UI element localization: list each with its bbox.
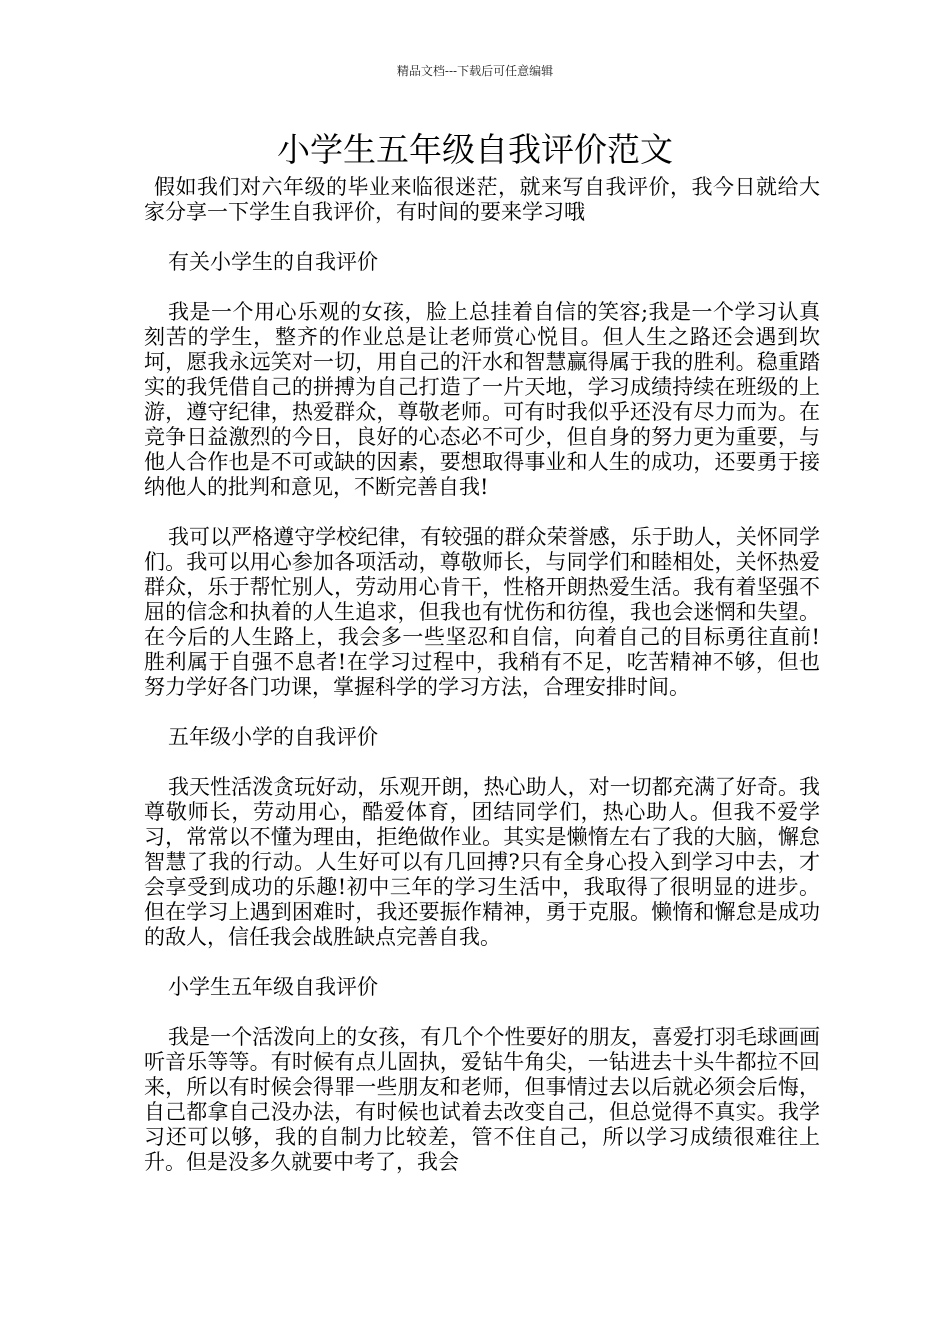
document-body bbox=[144, 175, 820, 1175]
body-paragraph: 我可以严格遵守学校纪律，有较强的群众荣誉感，乐于助人，关怀同学们。我可以用心参加各项活动，尊敬师长，与同学们和睦相处，关怀热爱群众，乐于帮忙别人，劳动用心肯干，性格开朗热爱生活。我有着坚强不屈的信念和执着的人生追求，但我也有忧伤和彷徨，我也会迷惘和失望。在今后的人生路上，我会多一些坚忍和自信，向着自己的目标勇往直前!胜利属于自强不息者!在学习过程中，我稍有不足，吃苦精神不够，但也努力学好各门功课，掌握科学的学习方法，合理安排时间。 bbox=[144, 525, 820, 699]
header-note: 精品文档---下载后可任意编辑 bbox=[396, 64, 554, 78]
intro-paragraph: 假如我们对六年级的毕业来临很迷茫，就来写自我评价，我今日就给大家分享一下学生自我评价，有时间的要来学习哦 bbox=[144, 175, 820, 224]
section-heading: 五年级小学的自我评价 bbox=[168, 725, 378, 749]
section-heading: 小学生五年级自我评价 bbox=[168, 975, 378, 999]
section-heading: 有关小学生的自我评价 bbox=[168, 250, 378, 274]
document-title: 小学生五年级自我评价范文 bbox=[277, 130, 673, 169]
body-paragraph: 我是一个活泼向上的女孩，有几个个性要好的朋友，喜爱打羽毛球画画听音乐等等。有时候有点儿固执，爱钻牛角尖，一钻进去十头牛都拉不回来，所以有时候会得罪一些朋友和老师，但事情过去以后就必须会后悔，自己都拿自己没办法，有时候也试着去改变自己，但总觉得不真实。我学习还可以够，我的自制力比较差，管不住自己，所以学习成绩很难往上升。但是没多久就要中考了，我会 bbox=[144, 1025, 820, 1174]
body-paragraph: 我天性活泼贪玩好动，乐观开朗，热心助人，对一切都充满了好奇。我尊敬师长，劳动用心，酷爱体育，团结同学们，热心助人。但我不爱学习，常常以不懂为理由，拒绝做作业。其实是懒惰左右了我的大脑，懈怠智慧了我的行动。人生好可以有几回搏?只有全身心投入到学习中去，才会享受到成功的乐趣!初中三年的学习生活中，我取得了很明显的进步。但在学习上遇到困难时，我还要振作精神，勇于克服。懒惰和懈怠是成功的敌人，信任我会战胜缺点完善自我。 bbox=[144, 775, 820, 949]
body-paragraph: 我是一个用心乐观的女孩，脸上总挂着自信的笑容;我是一个学习认真刻苦的学生，整齐的作业总是让老师赏心悦目。但人生之路还会遇到坎坷，愿我永远笑对一切，用自己的汗水和智慧赢得属于我的胜利。稳重踏实的我凭借自己的拼搏为自己打造了一片天地，学习成绩持续在班级的上游，遵守纪律，热爱群众，尊敬老师。可有时我似乎还没有尽力而为。在竞争日益激烈的今日，良好的心态必不可少，但自身的努力更为重要，与他人合作也是不可或缺的因素，要想取得事业和人生的成功，还要勇于接纳他人的批判和意见，不断完善自我! bbox=[144, 300, 820, 499]
